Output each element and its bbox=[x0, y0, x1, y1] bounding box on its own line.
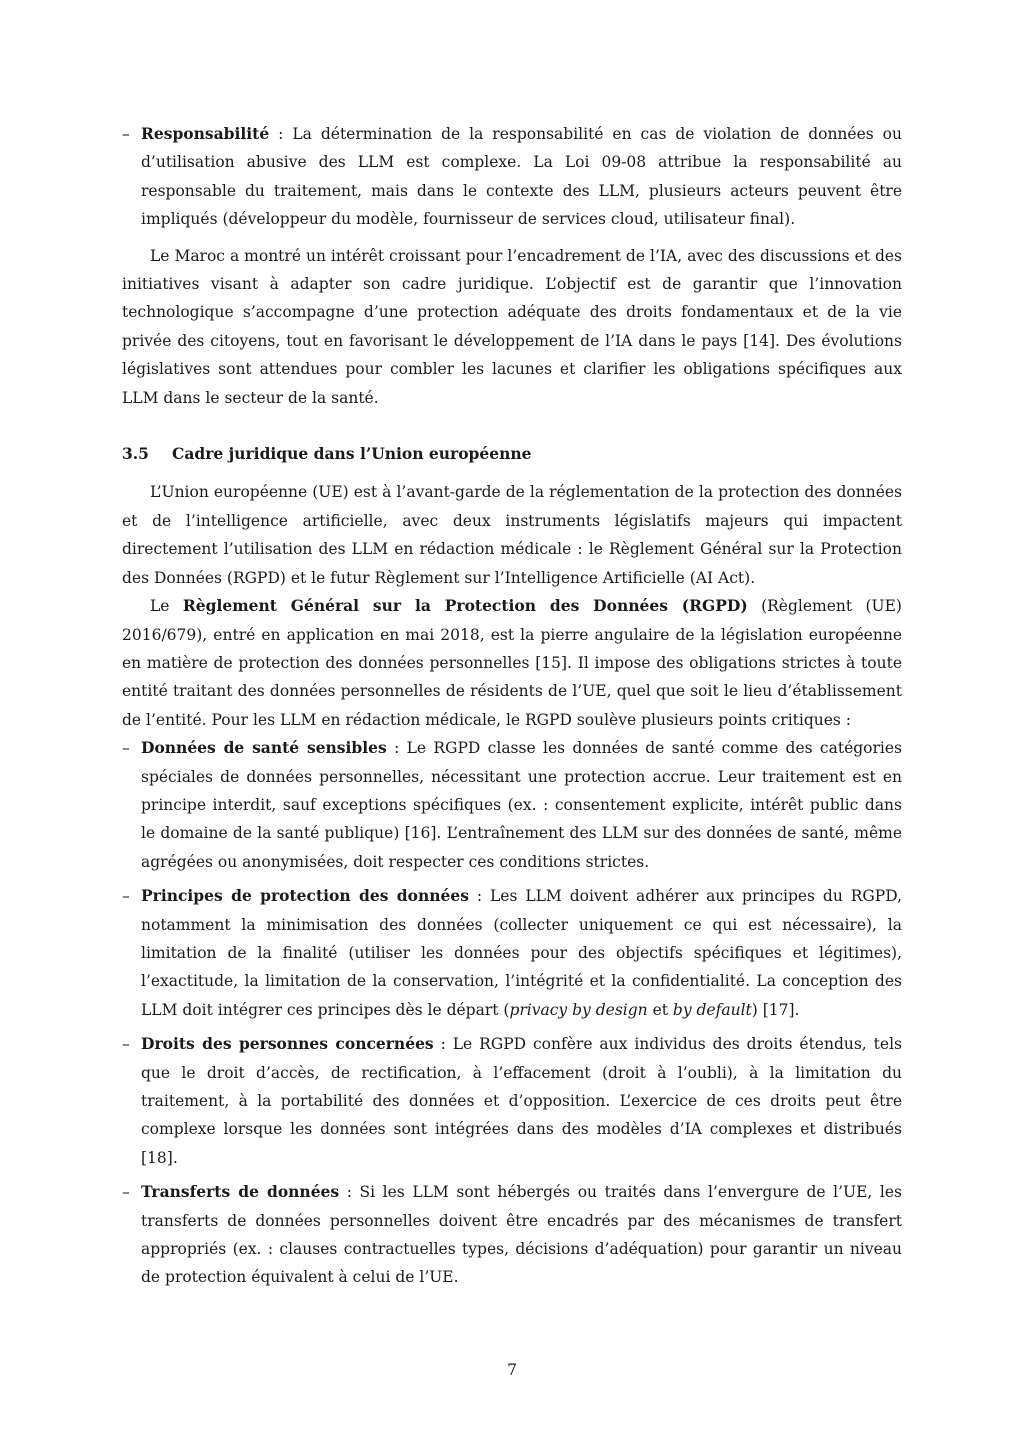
paragraph-ue-intro: L’Union européenne (UE) est à l’avant-garde de la réglementation de la protection des données et de l’intelligence artificielle, avec deux instruments législatifs majeurs qui impactent directement l’utilisation des LLM en rédaction médicale : le Règlement Général sur la Protection des Données (RGPD) et le futur Règlement sur l’Intelligence Artificielle (AI Act). bbox=[122, 483, 902, 587]
paragraph-maroc: Le Maroc a montré un intérêt croissant pour l’encadrement de l’IA, avec des discussions et des initiatives visant à adapter son cadre juridique. L’objectif est de garantir que l’innovation technologique s’accompagne d’une protection adéquate des droits fondamentaux et de la vie privée des citoyens, tout en favorisant le développement de l’IA dans le pays [14]. Des évolutions législatives sont attendues pour combler les lacunes et clarifier les obligations spécifiques aux LLM dans le secteur de la santé. bbox=[122, 246, 902, 407]
list-item-donnees-sante bbox=[122, 734, 902, 876]
text-droits: : Le RGPD confère aux individus des droits étendus, tels que le droit d’accès, de rectification, à l’effacement (droit à l’oubli), à la limitation du traitement, à la portabilité des données et d’opposition. L’exercice de ces droits peut être complexe lorsque les données sont intégrées dans des modèles d’IA complexes et distribués [18]. bbox=[141, 1035, 902, 1167]
bullet-dash: – bbox=[122, 125, 130, 143]
rgpd-lead: Le bbox=[150, 597, 183, 616]
section-heading bbox=[122, 440, 902, 468]
rgpd-bold-term: Règlement Général sur la Protection des Données (RGPD) bbox=[182, 596, 748, 616]
section-number: 3.5 bbox=[122, 444, 149, 464]
text-donnees-sante: : Le RGPD classe les données de santé comme des catégories spéciales de données personnelles, nécessitant une protection accrue. Leur traitement est en principe interdit, sauf exceptions spécifiques (ex. : consentement explicite, intérêt public dans le domaine de la santé publique) [16]. L’entraînement des LLM sur des données de santé, même agrégées ou anonymisées, doit respecter ces conditions strictes. bbox=[141, 739, 902, 871]
text-principes-3: ) [17]. bbox=[751, 1000, 800, 1019]
italic-by-default: by default bbox=[672, 1000, 752, 1019]
term-principes: Principes de protection des données bbox=[141, 886, 469, 906]
paragraph-rgpd bbox=[122, 592, 902, 734]
list-item-responsabilite bbox=[122, 120, 902, 234]
page-body bbox=[122, 120, 902, 1292]
bullet-dash: – bbox=[122, 1183, 130, 1202]
rgpd-text: (Règlement (UE) 2016/679), entré en application en mai 2018, est la pierre angulaire de la législation européenne en matière de protection des données personnelles [15]. Il impose des obligations strictes à toute entité traitant des données personnelles de résidents de l’UE, quel que soit le lieu d’établissement de l’entité. Pour les LLM en rédaction médicale, le RGPD soulève plusieurs points critiques : bbox=[122, 597, 902, 729]
bullet-dash: – bbox=[122, 1035, 130, 1054]
term-transferts: Transferts de données bbox=[141, 1182, 340, 1202]
bullet-dash: – bbox=[122, 887, 130, 906]
text-principes-2: et bbox=[647, 1000, 673, 1019]
list-item-droits bbox=[122, 1030, 902, 1172]
term-donnees-sante: Données de santé sensibles bbox=[141, 738, 387, 758]
list-item-principes bbox=[122, 882, 902, 1024]
text-responsabilite: : La détermination de la responsabilité en cas de violation de données ou d’utilisation abusive des LLM est complexe. La Loi 09-08 attribue la responsabilité au responsable du traitement, mais dans le contexte des LLM, plusieurs acteurs peuvent être impliqués (développeur du modèle, fournisseur de services cloud, utilisateur final). bbox=[141, 125, 902, 229]
list-item-transferts bbox=[122, 1178, 902, 1292]
section-title: Cadre juridique dans l’Union européenne bbox=[172, 444, 532, 464]
italic-privacy-by-design: privacy by design bbox=[509, 1000, 648, 1019]
term-droits: Droits des personnes concernées bbox=[141, 1034, 434, 1054]
text-transferts: : Si les LLM sont hébergés ou traités dans l’envergure de l’UE, les transferts de données personnelles doivent être encadrés par des mécanismes de transfert appropriés (ex. : clauses contractuelles types, décisions d’adéquation) pour garantir un niveau de protection équivalent à celui de l’UE. bbox=[141, 1183, 902, 1287]
page-number: 7 bbox=[507, 1361, 517, 1379]
bullet-dash: – bbox=[122, 739, 130, 758]
text-principes-1: : Les LLM doivent adhérer aux principes du RGPD, notamment la minimisation des données (collecter uniquement ce qui est nécessaire), la limitation de la finalité (utiliser les données pour des objectifs spécifiques et légitimes), l’exactitude, la limitation de la conservation, l’intégrité et la confidentialité. La conception des LLM doit intégrer ces principes dès le départ ( bbox=[141, 887, 903, 1019]
term-responsabilite: Responsabilité bbox=[141, 124, 270, 143]
